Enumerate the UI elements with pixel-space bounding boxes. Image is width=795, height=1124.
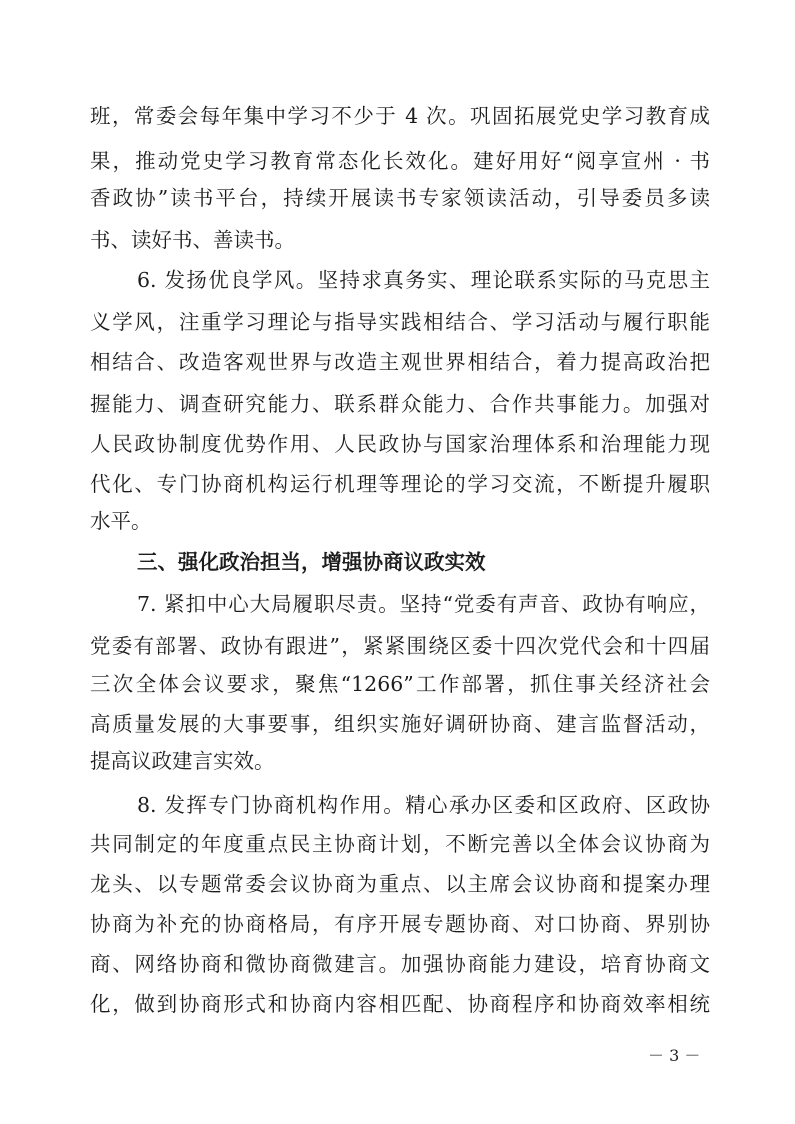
body-line: 化，做到协商形式和协商内容相匹配、协商程序和协商效率相统 (90, 992, 710, 1016)
body-line: 三次全体会议要求，聚焦“1266”工作部署，抓住事关经济社会 (90, 672, 710, 696)
body-line: 香政协”读书平台，持续开展读书专家领读活动，引导委员多读 (90, 186, 710, 210)
body-line: 商、网络协商和微协商微建言。加强协商能力建设，培育协商文 (90, 952, 710, 976)
body-line: 提高议政建言实效。 (90, 749, 275, 773)
body-line: 龙头、以专题常委会议协商为重点、以主席会议协商和提案办理 (90, 872, 710, 896)
section-heading: 三、强化政治担当，增强协商议政实效 (137, 550, 486, 574)
body-line: 6. 发扬优良学风。坚持求真务实、理论联系实际的马克思主 (137, 268, 710, 292)
body-line: 协商为补充的协商格局，有序开展专题协商、对口协商、界别协 (90, 912, 710, 936)
body-line: 果，推动党史学习教育常态化长效化。建好用好“阅享宣州 · 书 (90, 149, 710, 173)
body-line: 人民政协制度优势作用、人民政协与国家治理体系和治理能力现 (90, 432, 710, 456)
body-line: 相结合、改造客观世界与改造主观世界相结合，着力提高政治把 (90, 350, 710, 374)
body-line: 高质量发展的大事要事，组织实施好调研协商、建言监督活动， (90, 712, 710, 736)
body-line: 党委有部署、政协有跟进”，紧紧围绕区委十四次党代会和十四届 (90, 634, 710, 658)
body-line: 书、读好书、善读书。 (90, 228, 295, 252)
page-number: － 3 － (648, 1046, 701, 1065)
body-line: 水平。 (90, 509, 152, 533)
body-line: 8. 发挥专门协商机构作用。精心承办区委和区政府、区政协 (137, 793, 710, 817)
body-line: 握能力、调查研究能力、联系群众能力、合作共事能力。加强对 (90, 392, 710, 416)
body-line: 代化、专门协商机构运行机理等理论的学习交流，不断提升履职 (90, 472, 710, 496)
body-line: 7. 紧扣中心大局履职尽责。坚持“党委有声音、政协有响应， (137, 592, 710, 616)
body-line: 共同制定的年度重点民主协商计划，不断完善以全体会议协商为 (90, 832, 710, 856)
body-line: 义学风，注重学习理论与指导实践相结合、学习活动与履行职能 (90, 310, 710, 334)
body-line: 班，常委会每年集中学习不少于 4 次。巩固拓展党史学习教育成 (90, 104, 710, 128)
